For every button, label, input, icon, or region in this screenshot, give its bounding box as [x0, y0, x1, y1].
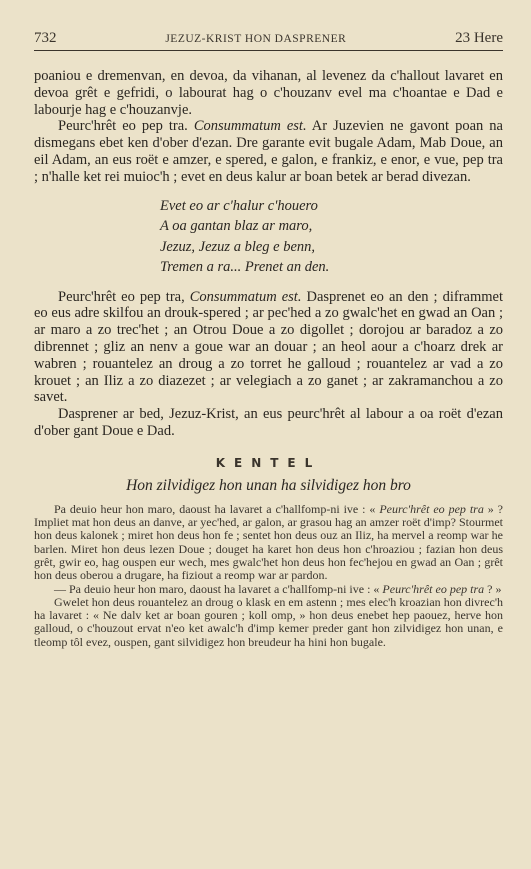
lesson-paragraph-2-start: — Pa deuio heur hon maro, daoust ha lavaret a c'hallfomp-ni ive : « [54, 581, 383, 596]
poem-line: Evet eo ar c'halur c'houero [160, 197, 318, 214]
lesson-label: 23 Here [455, 30, 503, 46]
section-title: KENTEL [215, 455, 322, 470]
paragraph-2-rest: Ar Juzevien ne gavont poan na dismegans ebet ken d'ober d'ezan. Dre garante evit bugale Adam, Mab Doue, an eil Adam, an eus roët e amzer, e spered, e galon, e frankiz, e enor, e vue, pep tra ; n'halle ket rei muioc'h ; evet en deus kalur ar boan betek ar berad divezan. [34, 118, 503, 185]
latin-phrase: Peurc'hrêt eo pep tra [382, 581, 485, 596]
lesson-paragraph-3: Gwelet hon deus rouantelez an droug o klask en em astenn ; mes elec'h kroazian hon divrec'h ha lavaret : « Ne dalv ket ar boan gouren ; koll omp, » hon deus enebet hep paouez, herve hon galloud, o c'houzout ervat n'eo ket awalc'h d'imp kemer preder gant hon zilvidigez hon unan, e tleomp tôl evez, ouspen, gant silvidigez hon breudeur ha hini hon bugale. [34, 594, 503, 649]
lesson-paragraph-1-start: Pa deuio heur hon maro, daoust ha lavaret a c'hallfomp-ni ive : « [54, 501, 380, 516]
paragraph-3-rest: Dasprenet eo an den ; diframmet eo eus adre skilfou an drouk-spered ; ar pec'hed a zo gwalc'het en gwad an Oan ; ar maro a zo trec'het ; an Otrou Doue a zo digollet ; dorojou ar baradoz a zo dibrennet ; gliz an nenv a goue war an douar ; an heol aour a c'hoarz drek ar wabren ; rouantelez an droug a zo torret he galloud ; rouantelez ar vad a zo krouet ; an Iliz a zo diazezet ; ar velegiach a zo ganet ; ar zakramanchou a zo savet. [34, 288, 503, 406]
poem [160, 196, 503, 278]
section-subtitle: Hon zilvidigez hon unan ha silvidigez hon bro [126, 476, 411, 494]
paragraph-1: poaniou e dremenvan, en devoa, da vihanan, al levenez da c'hallout lavaret en devoa grêt e gefridi, o labourat hag o c'houzanv evel ma c'hoantae e Dad e labourje hag e c'houzanvje. [34, 68, 503, 118]
lesson-paragraph-1 [34, 503, 503, 583]
poem-line: Jezuz, Jezuz a bleg e benn, [160, 238, 316, 255]
page-number: 732 [34, 30, 57, 46]
paragraph-2 [34, 118, 503, 185]
page-header [34, 30, 503, 51]
latin-phrase: Peurc'hrêt eo pep tra [379, 501, 484, 516]
lesson-paragraph-1-rest: » ? Impliet mat hon deus an danve, ar yec'hed, ar galon, ar grasou hag an amzer roët d'imp? Stourmet hon deus kalonek ; miret hon deus hon fe ; sentet hon deus ouz an Iliz, ha mervel a reomp war he barlen. Miret hon deus lezen Doue ; douget ha karet hon deus hon c'hroaziou ; fazian hon deus grêt, gwir eo, hag ouspen eur wech, mes gwalc'het hon deus hon fec'hejou en gwad an Oan ; grêt hon deus oberou a drugare, ha fiziout a reomp war ar pardon. [34, 501, 504, 583]
latin-phrase: Consummatum est. [189, 288, 302, 305]
poem-line: Tremen a ra... Prenet an den. [160, 259, 330, 276]
running-title: JEZUZ-KRIST HON DASPRENER [165, 33, 347, 45]
paragraph-3 [34, 289, 503, 407]
lesson-text [34, 503, 503, 649]
lesson-paragraph-2 [34, 583, 503, 596]
paragraph-4: Dasprener ar bed, Jezuz-Krist, an eus peurc'hrêt al labour a oa roët d'ezan d'ober gant Doue e Dad. [34, 406, 503, 439]
latin-phrase: Consummatum est. [193, 118, 307, 135]
poem-line: A oa gantan blaz ar maro, [160, 218, 313, 235]
paragraph-3-start: Peurc'hrêt eo pep tra, [58, 288, 190, 305]
main-text [34, 68, 503, 440]
paragraph-2-start: Peurc'hrêt eo pep tra. [58, 118, 194, 135]
lesson-paragraph-2-rest: ? » [484, 581, 502, 596]
